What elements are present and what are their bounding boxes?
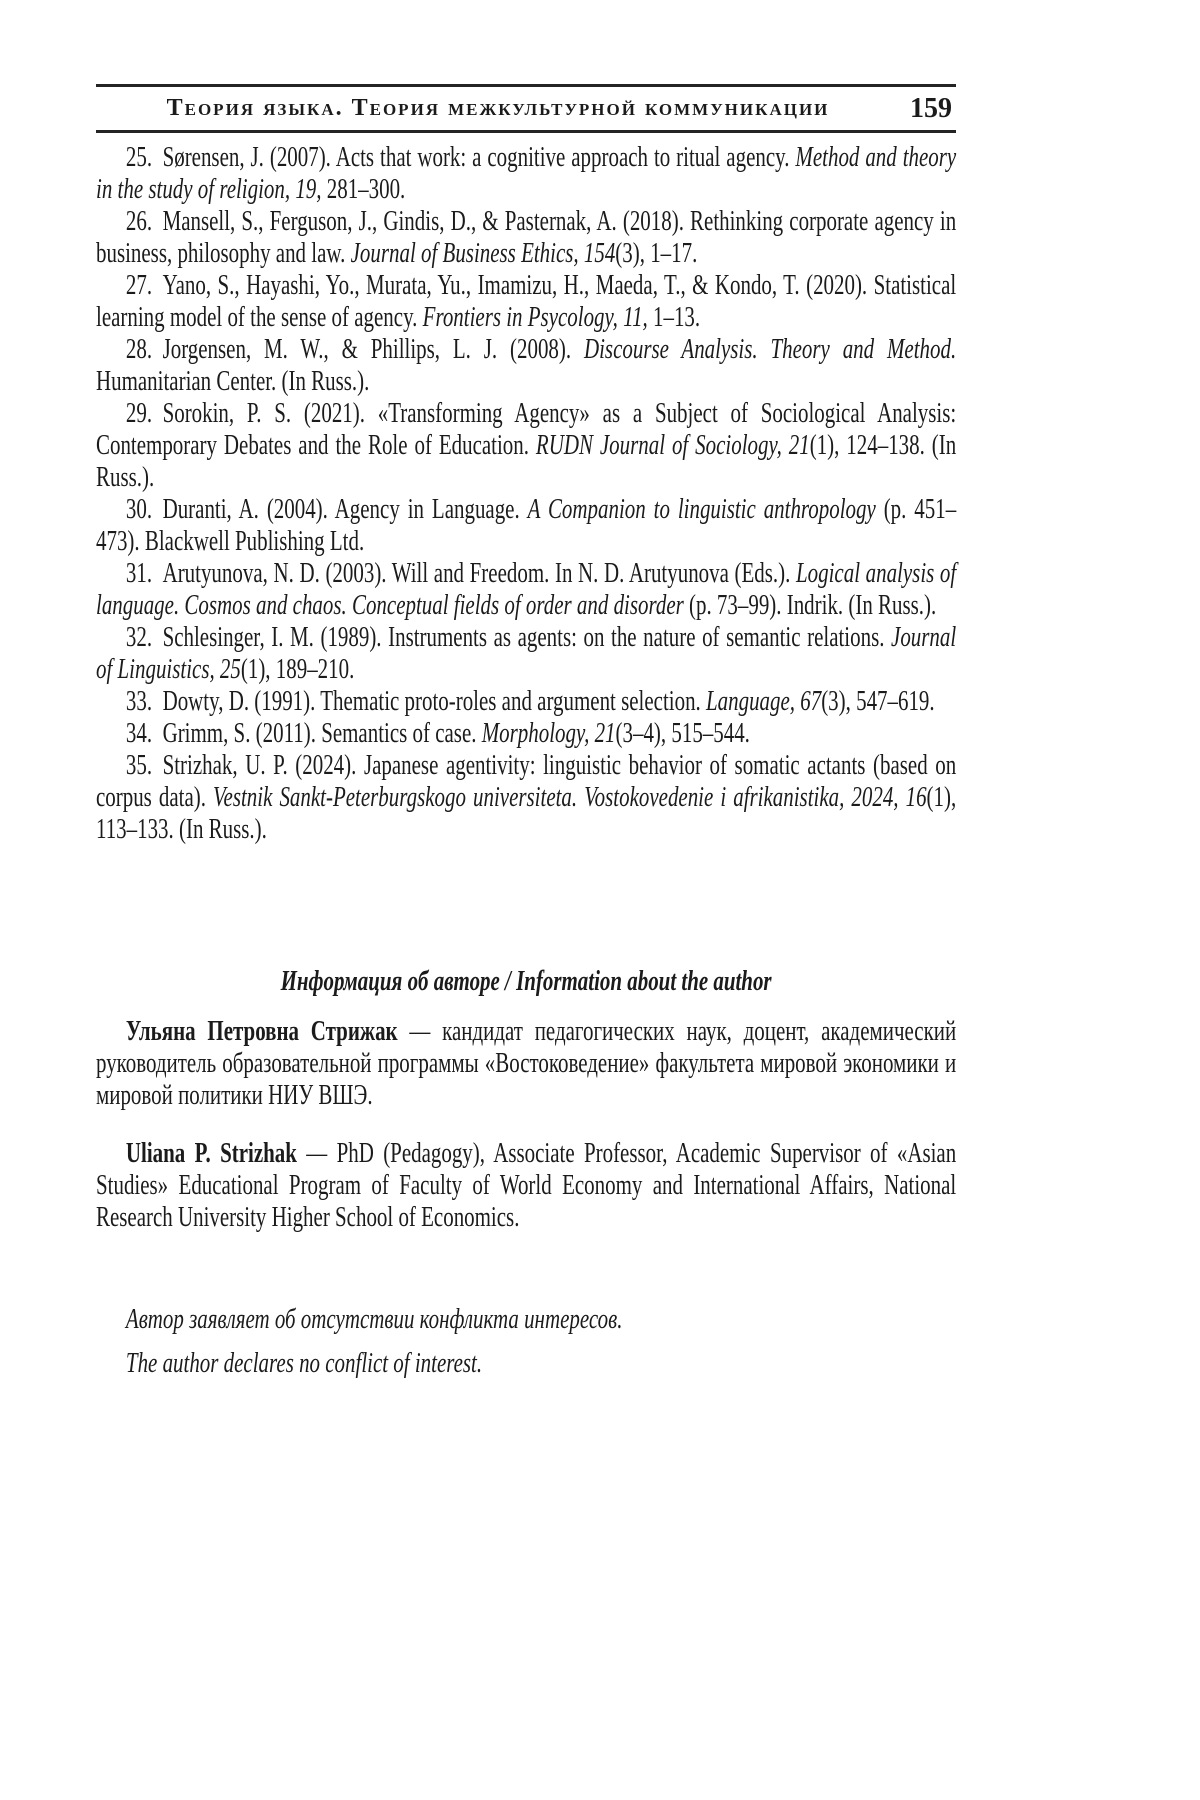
text-segment: (p. 73–99). Indrik. (In Russ.). <box>683 590 937 621</box>
text-segment: — PhD (Pedagogy), Associate Professor, Academic Supervisor of «Asian Studies» Educational Program of Faculty of World Economy and International Affairs, National Research University Higher School of Economics. <box>96 1138 957 1233</box>
page-body <box>96 142 956 1392</box>
reference-item <box>96 558 956 622</box>
text-segment: 27. Yano, S., Hayashi, Yo., Murata, Yu., Imamizu, H., Maeda, T., & Kondo, T. (2020). Statistical learning model of the sense of agency. <box>96 270 957 333</box>
text-segment: (3–4), 515–544. <box>615 718 750 749</box>
text-segment: 281–300. <box>321 174 406 205</box>
conflict-statements <box>96 1304 956 1380</box>
text-segment: 30. Duranti, A. (2004). Agency in Language. <box>125 494 528 525</box>
reference-item <box>96 686 956 718</box>
text-segment: (3), 547–619. <box>821 686 935 717</box>
italic-text-segment: Vestnik Sankt-Peterburgskogo universiteta. Vostokovedenie i afrikanistika, 2024, 16 <box>213 782 927 813</box>
author-paragraph <box>96 1016 956 1112</box>
conflict-statement <box>96 1304 956 1336</box>
text-segment: 25. Sørensen, J. (2007). Acts that work: a cognitive approach to ritual agency. <box>125 142 796 173</box>
text-segment: — кандидат педагогических наук, доцент, академический руководитель образовательной программы «Востоковедение» факультета мировой экономики и мировой политики НИУ ВШЭ. <box>96 1016 957 1111</box>
text-segment: (1), 113–133. (In Russ.). <box>96 782 957 845</box>
text-segment: 31. Arutyunova, N. D. (2003). Will and Freedom. In N. D. Arutyunova (Eds.). <box>125 558 797 589</box>
conflict-statement <box>96 1348 956 1380</box>
text-segment: 35. Strizhak, U. P. (2024). Japanese agentivity: linguistic behavior of somatic actants (based on corpus data). <box>96 750 957 813</box>
reference-item <box>96 750 956 846</box>
reference-item <box>96 142 956 206</box>
text-segment: 34. Grimm, S. (2011). Semantics of case. <box>125 718 482 749</box>
text-segment: 29. Sorokin, P. S. (2021). «Transforming Agency» as a Subject of Sociological Analysis: Contemporary Debates and the Role of Education. <box>96 398 957 461</box>
italic-text-segment: Discourse Analysis. Theory and Method. <box>583 334 957 365</box>
running-header <box>96 84 956 133</box>
italic-text-segment: Logical analysis of language. Cosmos and chaos. Conceptual fields of order and disorder <box>96 558 957 621</box>
author-paragraph <box>96 1138 956 1234</box>
reference-item <box>96 270 956 334</box>
text-segment: (3), 1–17. <box>615 238 698 269</box>
reference-list <box>96 142 956 846</box>
text-segment: (1), 124–138. (In Russ.). <box>96 430 957 493</box>
header-bottom-rule <box>96 130 956 133</box>
text-segment: 33. Dowty, D. (1991). Thematic proto-roles and argument selection. <box>125 686 707 717</box>
author-info-heading: Информация об авторе / Information about the author <box>280 966 772 997</box>
text-segment: 32. Schlesinger, I. M. (1989). Instruments as agents: on the nature of semantic relations. <box>125 622 892 653</box>
author-info <box>96 1016 956 1234</box>
bold-text-segment: Uliana P. Strizhak <box>125 1138 297 1169</box>
reference-item <box>96 718 956 750</box>
reference-item <box>96 494 956 558</box>
italic-text-segment: Method and theory in the study of religion, 19, <box>96 142 957 205</box>
reference-item <box>96 206 956 270</box>
italic-text-segment: The author declares no conflict of interest. <box>125 1348 483 1379</box>
text-segment: 1–13. <box>647 302 701 333</box>
text-segment: (p. 451–473). Blackwell Publishing Ltd. <box>96 494 957 557</box>
reference-item <box>96 334 956 398</box>
section-title: Теория языка. Теория межкультурной коммуникации <box>166 95 830 121</box>
italic-text-segment: Morphology, 21 <box>481 718 616 749</box>
reference-item <box>96 622 956 686</box>
italic-text-segment: Frontiers in Psycology, 11, <box>422 302 648 333</box>
italic-text-segment: A Companion to linguistic anthropology <box>527 494 876 525</box>
text-segment: 26. Mansell, S., Ferguson, J., Gindis, D., & Pasternak, A. (2018). Rethinking corporate agency in business, philosophy and law. <box>96 206 957 269</box>
page-number: 159 <box>910 92 952 124</box>
italic-text-segment: Автор заявляет об отсутствии конфликта интересов. <box>125 1304 623 1335</box>
text-segment: 28. Jorgensen, M. W., & Phillips, L. J. (2008). <box>125 334 584 365</box>
bold-text-segment: Ульяна Петровна Стрижак <box>125 1016 398 1047</box>
italic-text-segment: Journal of Linguistics, 25 <box>96 622 957 685</box>
text-segment: (1), 189–210. <box>240 654 355 685</box>
italic-text-segment: Journal of Business Ethics, 154 <box>350 238 616 269</box>
italic-text-segment: RUDN Journal of Sociology, 21 <box>535 430 810 461</box>
reference-item <box>96 398 956 494</box>
italic-text-segment: Language, 67 <box>706 686 822 717</box>
header-row <box>96 87 956 130</box>
text-segment: Humanitarian Center. (In Russ.). <box>96 366 370 397</box>
